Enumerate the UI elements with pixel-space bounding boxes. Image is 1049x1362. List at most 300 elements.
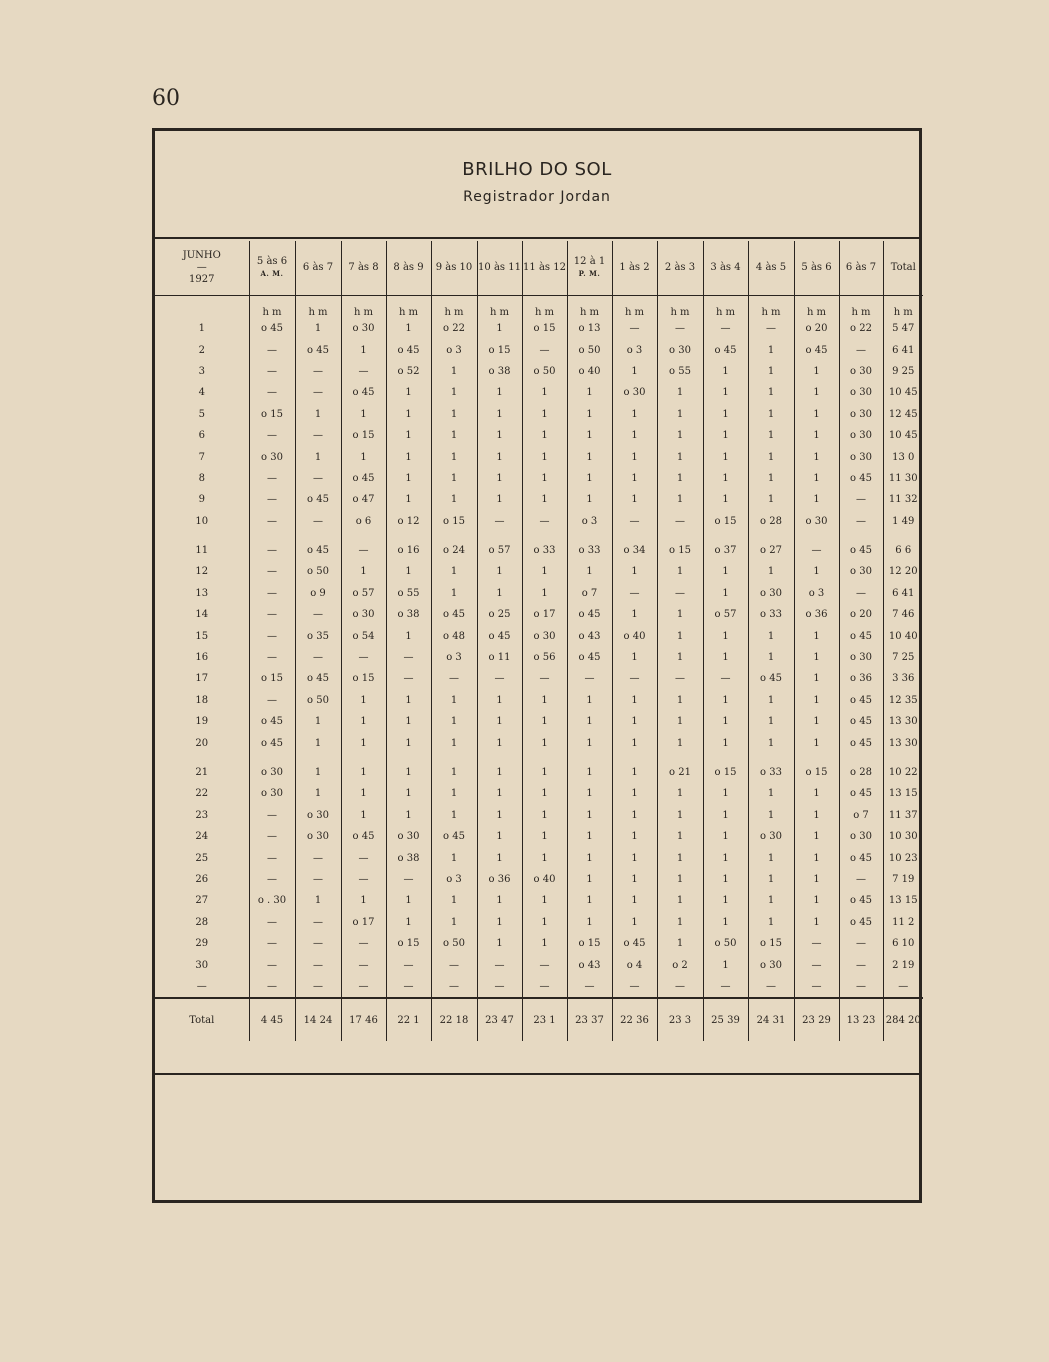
hour-cell: — <box>839 339 883 360</box>
hour-cell: o 13 <box>567 318 612 339</box>
spacer-cell <box>839 754 883 762</box>
hour-cell: 1 <box>295 404 341 425</box>
hour-cell: — <box>612 318 657 339</box>
hour-cell: o 45 <box>431 604 477 625</box>
hour-cell: o 45 <box>386 339 431 360</box>
hour-cell: 1 <box>657 783 703 804</box>
hour-cell: — <box>249 561 295 582</box>
hour-cell: 1 <box>522 583 567 604</box>
hour-cell: — <box>839 933 883 954</box>
row-total-cell: 10 30 <box>883 826 923 847</box>
hour-cell: 1 <box>341 783 386 804</box>
spacer-cell <box>567 754 612 762</box>
spacer-cell <box>612 754 657 762</box>
hour-cell: — <box>295 954 341 975</box>
table-row <box>155 540 923 561</box>
hour-cell: — <box>249 511 295 532</box>
column-header <box>748 241 794 296</box>
hour-cell: o 30 <box>341 604 386 625</box>
hour-cell: — <box>341 540 386 561</box>
hour-cell: 1 <box>522 561 567 582</box>
month-dash: — <box>196 262 207 273</box>
hour-cell: — <box>839 954 883 975</box>
hour-cell: o 30 <box>748 954 794 975</box>
hour-cell: 1 <box>748 446 794 467</box>
hour-cell: 1 <box>657 732 703 753</box>
hour-cell: 1 <box>794 361 839 382</box>
hour-cell: o 45 <box>839 468 883 489</box>
column-header <box>703 241 748 296</box>
column-header-label: 4 às 5 <box>755 262 787 273</box>
hour-cell: o 27 <box>748 540 794 561</box>
hour-cell: 1 <box>748 690 794 711</box>
spacer-cell <box>657 754 703 762</box>
day-cell: 24 <box>195 831 209 843</box>
spacer-cell <box>612 532 657 540</box>
day-cell: 10 <box>195 515 209 527</box>
hour-cell: 1 <box>612 912 657 933</box>
decade-spacer <box>155 532 923 540</box>
column-header <box>883 241 923 296</box>
hour-cell: — <box>295 382 341 403</box>
spacer-cell <box>386 532 431 540</box>
hour-cell: 1 <box>657 425 703 446</box>
hour-cell: — <box>249 912 295 933</box>
hour-cell: 1 <box>477 446 522 467</box>
hour-cell: 1 <box>341 762 386 783</box>
row-total-cell: 6 41 <box>883 339 923 360</box>
column-header <box>522 241 567 296</box>
hour-cell: o 36 <box>839 668 883 689</box>
hour-cell: 1 <box>794 468 839 489</box>
hour-cell: o 45 <box>612 933 657 954</box>
hour-cell: 1 <box>657 933 703 954</box>
hour-cell: 1 <box>386 425 431 446</box>
hour-cell: — <box>657 511 703 532</box>
column-header-label: 5 às 6 <box>801 262 832 273</box>
hour-cell: o 30 <box>249 762 295 783</box>
column-total-cell: 22 36 <box>612 998 657 1041</box>
hour-cell: 1 <box>386 711 431 732</box>
hour-cell: — <box>522 954 567 975</box>
hour-cell: o 15 <box>703 762 748 783</box>
hour-cell: 1 <box>794 668 839 689</box>
hour-cell: — <box>295 604 341 625</box>
hour-cell: o 30 <box>249 783 295 804</box>
hour-cell: — <box>748 976 794 998</box>
hour-cell: — <box>249 954 295 975</box>
hour-cell: o 45 <box>249 732 295 753</box>
hour-cell: 1 <box>703 583 748 604</box>
hour-cell: — <box>295 361 341 382</box>
sunshine-table <box>155 241 923 1041</box>
row-total-cell: 10 40 <box>883 625 923 646</box>
row-total-cell: 12 45 <box>883 404 923 425</box>
hour-cell: 1 <box>567 826 612 847</box>
hour-cell: 1 <box>522 762 567 783</box>
table-row <box>155 404 923 425</box>
hour-cell: 1 <box>431 783 477 804</box>
hour-cell: — <box>249 489 295 510</box>
hour-cell: 1 <box>431 489 477 510</box>
hour-cell: 1 <box>477 783 522 804</box>
hour-cell: 1 <box>522 489 567 510</box>
hour-cell: o 17 <box>522 604 567 625</box>
hour-cell: 1 <box>567 446 612 467</box>
row-total-cell: 11 30 <box>883 468 923 489</box>
day-cell: 9 <box>198 494 205 506</box>
hour-cell: — <box>522 668 567 689</box>
hour-cell: o 30 <box>839 561 883 582</box>
hour-cell: 1 <box>794 783 839 804</box>
column-header <box>386 241 431 296</box>
hour-cell: 1 <box>477 468 522 489</box>
hour-cell: 1 <box>612 762 657 783</box>
unit-label: h m <box>386 296 431 319</box>
hour-cell: 1 <box>295 890 341 911</box>
hour-cell: o 30 <box>295 826 341 847</box>
hour-cell: o 24 <box>431 540 477 561</box>
column-total-cell: 14 24 <box>295 998 341 1041</box>
hour-cell: o 45 <box>794 339 839 360</box>
hour-cell: 1 <box>657 404 703 425</box>
hour-cell: 1 <box>703 826 748 847</box>
table-row <box>155 647 923 668</box>
hour-cell: o 45 <box>341 468 386 489</box>
column-header <box>249 241 295 296</box>
hour-cell: 1 <box>748 647 794 668</box>
hour-cell: 1 <box>431 446 477 467</box>
hour-cell: 1 <box>431 561 477 582</box>
column-header <box>477 241 522 296</box>
hour-cell: o 34 <box>612 540 657 561</box>
hour-cell: 1 <box>386 489 431 510</box>
hour-cell: o 45 <box>839 912 883 933</box>
hour-cell: 1 <box>703 732 748 753</box>
row-total-cell: 9 25 <box>883 361 923 382</box>
hour-cell: 1 <box>431 361 477 382</box>
row-total-cell: 6 10 <box>883 933 923 954</box>
hour-cell: 1 <box>522 805 567 826</box>
row-total-cell: — <box>883 976 923 998</box>
hour-cell: o 36 <box>477 869 522 890</box>
hour-cell: — <box>839 869 883 890</box>
hour-cell: 1 <box>522 933 567 954</box>
hour-cell: 1 <box>612 404 657 425</box>
hour-cell: 1 <box>703 489 748 510</box>
table-row <box>155 711 923 732</box>
month-header <box>155 241 249 296</box>
column-header-label: 3 às 4 <box>710 262 741 273</box>
unit-label: h m <box>431 296 477 319</box>
hour-cell: o 6 <box>341 511 386 532</box>
hour-cell: o 30 <box>839 647 883 668</box>
hour-cell: 1 <box>431 847 477 868</box>
grand-total-cell: 284 20 <box>883 998 923 1041</box>
hour-cell: 1 <box>794 489 839 510</box>
hour-cell: — <box>477 954 522 975</box>
hour-cell: 1 <box>567 762 612 783</box>
day-cell: 15 <box>195 630 209 642</box>
hour-cell: — <box>386 647 431 668</box>
column-header <box>839 241 883 296</box>
table-row <box>155 511 923 532</box>
hour-cell: o 45 <box>295 489 341 510</box>
hour-cell: — <box>839 583 883 604</box>
table-row <box>155 762 923 783</box>
hour-cell: o 7 <box>839 805 883 826</box>
hour-cell: 1 <box>657 468 703 489</box>
hour-cell: o 15 <box>386 933 431 954</box>
hour-cell: 1 <box>431 425 477 446</box>
hour-cell: 1 <box>477 732 522 753</box>
spacer-cell <box>341 754 386 762</box>
table-row <box>155 446 923 467</box>
hour-cell: 1 <box>703 912 748 933</box>
column-header-label: 11 às 12 <box>523 262 566 273</box>
unit-label: h m <box>612 296 657 319</box>
column-header-label: 9 às 10 <box>435 262 473 273</box>
table-row <box>155 783 923 804</box>
hour-cell: o 50 <box>295 561 341 582</box>
table-row <box>155 869 923 890</box>
spacer-cell <box>295 754 341 762</box>
hour-cell: 1 <box>748 425 794 446</box>
column-header-label: 5 às 6 <box>256 256 288 267</box>
hour-cell: — <box>249 468 295 489</box>
hour-cell: o 45 <box>839 711 883 732</box>
hour-cell: — <box>295 847 341 868</box>
column-header <box>567 241 612 296</box>
column-header-label: 2 às 3 <box>664 262 696 273</box>
row-total-cell: 13 15 <box>883 890 923 911</box>
column-header-label: 10 às 11 <box>478 262 521 273</box>
hour-cell: o 2 <box>657 954 703 975</box>
spacer-cell <box>883 532 923 540</box>
hour-cell: 1 <box>612 890 657 911</box>
hour-cell: o 40 <box>522 869 567 890</box>
hour-cell: — <box>794 954 839 975</box>
decade-spacer <box>155 754 923 762</box>
hour-cell: 1 <box>477 561 522 582</box>
hour-cell: — <box>249 382 295 403</box>
hour-cell: o 40 <box>567 361 612 382</box>
column-total-cell: 22 18 <box>431 998 477 1041</box>
hour-cell: 1 <box>794 404 839 425</box>
hour-cell: o 15 <box>249 668 295 689</box>
hour-cell: — <box>249 540 295 561</box>
hour-cell: — <box>295 425 341 446</box>
table-row <box>155 890 923 911</box>
hour-cell: — <box>341 954 386 975</box>
row-total-cell: 13 30 <box>883 732 923 753</box>
hour-cell: — <box>341 869 386 890</box>
hour-cell: — <box>794 540 839 561</box>
day-cell: 17 <box>195 673 209 685</box>
hour-cell: — <box>249 625 295 646</box>
hour-cell: 1 <box>477 382 522 403</box>
hour-cell: 1 <box>794 625 839 646</box>
hour-cell: 1 <box>794 690 839 711</box>
hour-cell: — <box>703 976 748 998</box>
row-total-cell: 5 47 <box>883 318 923 339</box>
hour-cell: 1 <box>431 468 477 489</box>
hour-cell: o 45 <box>839 783 883 804</box>
hour-cell: 1 <box>477 890 522 911</box>
table-row <box>155 933 923 954</box>
hour-cell: o 35 <box>295 625 341 646</box>
row-total-cell: 7 25 <box>883 647 923 668</box>
hour-cell: o 45 <box>839 625 883 646</box>
hour-cell: — <box>295 976 341 998</box>
hour-cell: — <box>341 361 386 382</box>
hour-cell: — <box>567 668 612 689</box>
hour-cell: 1 <box>431 382 477 403</box>
column-total-cell: 23 1 <box>522 998 567 1041</box>
hour-cell: — <box>477 511 522 532</box>
hour-cell: 1 <box>386 625 431 646</box>
hour-cell: 1 <box>567 425 612 446</box>
hour-cell: 1 <box>657 826 703 847</box>
day-cell: 30 <box>195 959 209 971</box>
spacer-cell <box>155 754 249 762</box>
hour-cell: 1 <box>612 869 657 890</box>
hour-cell: o 45 <box>567 647 612 668</box>
table-row <box>155 805 923 826</box>
hour-cell: o 30 <box>748 826 794 847</box>
row-total-cell: 10 45 <box>883 382 923 403</box>
row-total-cell: 11 32 <box>883 489 923 510</box>
hour-cell: 1 <box>612 489 657 510</box>
table-row <box>155 847 923 868</box>
hour-cell: 1 <box>748 382 794 403</box>
hour-cell: o 20 <box>794 318 839 339</box>
hour-cell: 1 <box>431 805 477 826</box>
hour-cell: o 45 <box>839 890 883 911</box>
hour-cell: o 33 <box>748 604 794 625</box>
column-header-period: A. M. <box>260 269 284 278</box>
hour-cell: 1 <box>748 805 794 826</box>
hour-cell: — <box>249 976 295 998</box>
hour-cell: 1 <box>657 382 703 403</box>
spacer-cell <box>794 532 839 540</box>
hour-cell: — <box>794 976 839 998</box>
column-header <box>794 241 839 296</box>
hour-cell: 1 <box>295 783 341 804</box>
hour-cell: 1 <box>341 446 386 467</box>
hour-cell: — <box>386 976 431 998</box>
hour-cell: 1 <box>703 468 748 489</box>
unit-label: h m <box>883 296 923 319</box>
hour-cell: — <box>839 489 883 510</box>
hour-cell: 1 <box>477 690 522 711</box>
hour-cell: o 21 <box>657 762 703 783</box>
hour-cell: o 54 <box>341 625 386 646</box>
day-cell: 12 <box>195 566 209 578</box>
hour-cell: 1 <box>341 805 386 826</box>
hour-cell: 1 <box>341 711 386 732</box>
spacer-cell <box>155 532 249 540</box>
table-row <box>155 425 923 446</box>
hour-cell: 1 <box>386 783 431 804</box>
hour-cell: 1 <box>748 404 794 425</box>
row-total-cell: 13 30 <box>883 711 923 732</box>
hour-cell: 1 <box>341 561 386 582</box>
spacer-cell <box>703 754 748 762</box>
column-total-cell: 23 3 <box>657 998 703 1041</box>
hour-cell: o 30 <box>839 826 883 847</box>
units-row <box>155 296 923 319</box>
spacer-cell <box>295 532 341 540</box>
table-subtitle: Registrador Jordan <box>463 189 611 205</box>
hour-cell: 1 <box>522 711 567 732</box>
unit-label: h m <box>249 296 295 319</box>
hour-cell: 1 <box>431 732 477 753</box>
unit-label: h m <box>341 296 386 319</box>
row-total-cell: 10 45 <box>883 425 923 446</box>
unit-label: h m <box>567 296 612 319</box>
hour-cell: 1 <box>703 382 748 403</box>
hour-cell: 1 <box>612 847 657 868</box>
hour-cell: 1 <box>748 783 794 804</box>
table-row <box>155 318 923 339</box>
hour-cell: 1 <box>431 912 477 933</box>
hour-cell: 1 <box>522 847 567 868</box>
hour-cell: 1 <box>431 711 477 732</box>
hour-cell: 1 <box>657 912 703 933</box>
hour-cell: o 30 <box>794 511 839 532</box>
unit-label: h m <box>522 296 567 319</box>
day-cell: — <box>196 980 207 992</box>
hour-cell: o 15 <box>567 933 612 954</box>
hour-cell: 1 <box>431 583 477 604</box>
hour-cell: 1 <box>748 890 794 911</box>
hour-cell: — <box>249 361 295 382</box>
table-row <box>155 912 923 933</box>
row-total-cell: 13 15 <box>883 783 923 804</box>
hour-cell: — <box>295 468 341 489</box>
hour-cell: 1 <box>703 869 748 890</box>
hour-cell: o 45 <box>567 604 612 625</box>
column-total-cell: 24 31 <box>748 998 794 1041</box>
column-header-label: 6 às 7 <box>302 262 334 273</box>
hour-cell: — <box>295 912 341 933</box>
hour-cell: 1 <box>748 361 794 382</box>
hour-cell: 1 <box>794 446 839 467</box>
unit-label: h m <box>794 296 839 319</box>
hour-cell: o 45 <box>249 711 295 732</box>
hour-cell: 1 <box>794 647 839 668</box>
hour-cell: 1 <box>794 382 839 403</box>
hour-cell: o 15 <box>657 540 703 561</box>
column-header-label: 8 às 9 <box>393 262 424 273</box>
hour-cell: o 45 <box>839 690 883 711</box>
row-total-cell: 7 19 <box>883 869 923 890</box>
hour-cell: o 25 <box>477 604 522 625</box>
hour-cell: o 45 <box>839 540 883 561</box>
hour-cell: 1 <box>386 404 431 425</box>
hour-cell: — <box>431 668 477 689</box>
hour-cell: o 3 <box>567 511 612 532</box>
table-row <box>155 732 923 753</box>
day-cell: 18 <box>195 694 209 706</box>
hour-cell: o 45 <box>839 732 883 753</box>
hour-cell: — <box>794 933 839 954</box>
row-total-cell: 12 35 <box>883 690 923 711</box>
hour-cell: 1 <box>386 805 431 826</box>
hour-cell: 1 <box>522 468 567 489</box>
hour-cell: o 45 <box>477 625 522 646</box>
